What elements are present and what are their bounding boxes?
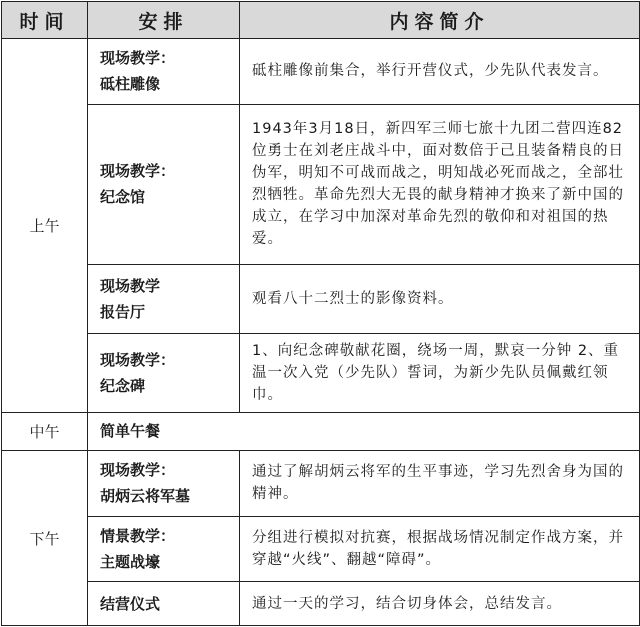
table-row <box>2 264 640 333</box>
table-row <box>2 333 640 412</box>
arrangement-cell: 情景教学： 主题战壕 <box>88 516 240 582</box>
arrangement-cell: 结营仪式 <box>88 582 240 626</box>
header-row <box>2 2 640 39</box>
table-row <box>2 412 640 451</box>
content-cell: 通过一天的学习，结合切身体会，总结发言。 <box>240 582 640 626</box>
time-noon: 中午 <box>2 412 88 451</box>
content-cell: 观看八十二烈士的影像资料。 <box>240 264 640 333</box>
table-row <box>2 451 640 517</box>
content-cell: 1943年3月18日，新四军三师七旅十九团二营四连82位勇士在刘老庄战斗中，面对数倍于己且装备精良的日伪军，明知不可战而战之，明知战必死而战之，全部壮烈牺牲。革命先烈大无畏的献身精神才换来了新中国的成立，在学习中加深对革命先烈的敬仰和对祖国的热爱。 <box>240 104 640 264</box>
arrangement-cell: 现场教学 报告厅 <box>88 264 240 333</box>
arrangement-cell: 现场教学： 胡炳云将军墓 <box>88 451 240 517</box>
arrangement-cell: 现场教学： 砥柱雕像 <box>88 39 240 105</box>
header-arrangement: 安排 <box>88 2 240 39</box>
header-time: 时间 <box>2 2 88 39</box>
header-content: 内容简介 <box>240 2 640 39</box>
content-cell: 通过了解胡炳云将军的生平事迹，学习先烈舍身为国的精神。 <box>240 451 640 517</box>
time-afternoon: 下午 <box>2 451 88 626</box>
schedule-table <box>1 1 640 626</box>
arrangement-cell: 简单午餐 <box>88 412 640 451</box>
arrangement-cell: 现场教学： 纪念碑 <box>88 333 240 412</box>
arrangement-cell: 现场教学： 纪念馆 <box>88 104 240 264</box>
table-row <box>2 39 640 105</box>
table-row <box>2 582 640 626</box>
content-cell: 砥柱雕像前集合，举行开营仪式，少先队代表发言。 <box>240 39 640 105</box>
content-cell: 分组进行模拟对抗赛，根据战场情况制定作战方案，并穿越“火线”、翻越“障碍”。 <box>240 516 640 582</box>
time-morning: 上午 <box>2 39 88 413</box>
table-row <box>2 516 640 582</box>
content-cell: 1、向纪念碑敬献花圈，绕场一周，默哀一分钟 2、重温一次入党（少先队）誓词，为新少先队员佩戴红领巾。 <box>240 333 640 412</box>
table-row <box>2 104 640 264</box>
